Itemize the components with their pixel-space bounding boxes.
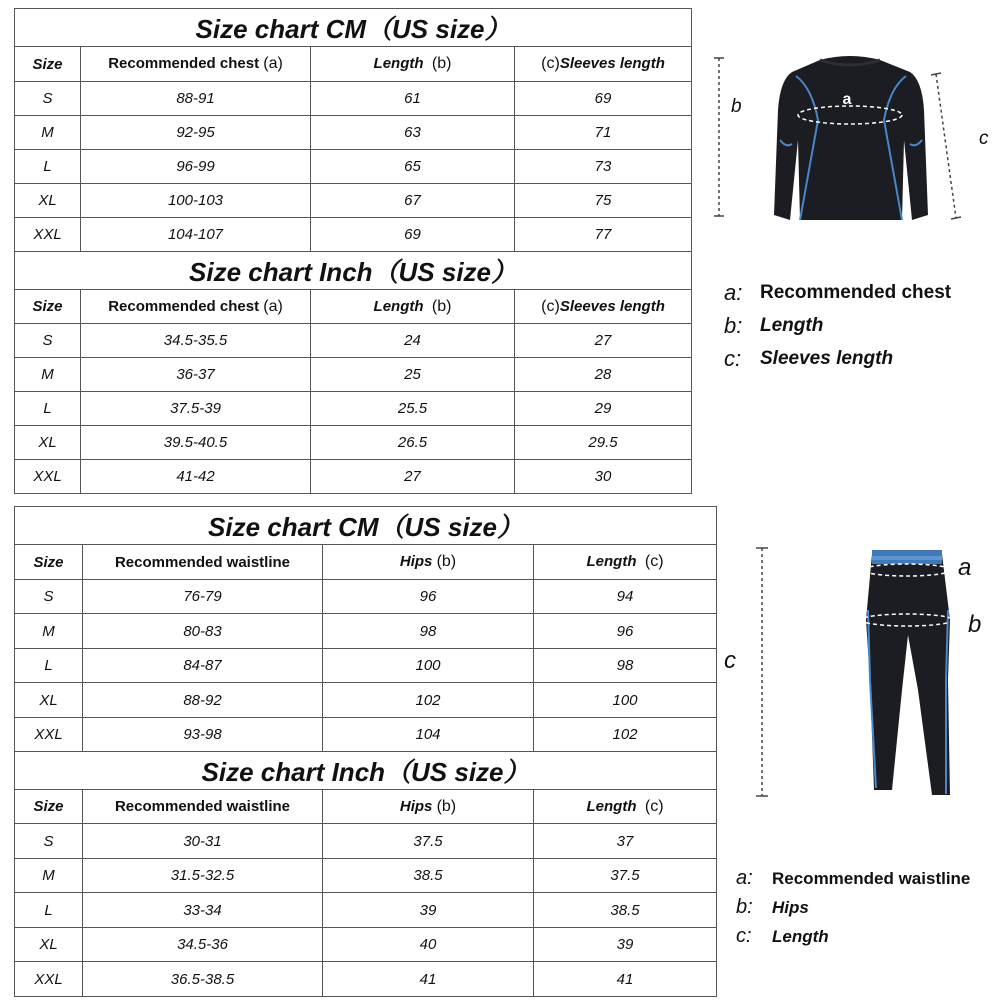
- cell-length: 61: [311, 82, 515, 116]
- cell-chest: 92-95: [81, 116, 311, 150]
- cell-sleeves: 29: [515, 392, 692, 426]
- header-sleeves: (c)Sleeves length: [515, 47, 692, 82]
- cell-chest: 104-107: [81, 218, 311, 252]
- cell-chest: 96-99: [81, 150, 311, 184]
- cell-length: 27: [311, 460, 515, 494]
- header-size: Size: [15, 545, 83, 580]
- legend-key: b:: [724, 312, 743, 338]
- legend-text: Recommended waistline: [772, 868, 971, 888]
- cell-waistline: 30-31: [83, 824, 323, 859]
- pants-label-a: a: [958, 554, 972, 581]
- header-size: Size: [15, 790, 83, 824]
- cell-size: S: [15, 580, 83, 614]
- cell-length: 38.5: [534, 893, 717, 928]
- cell-size: XL: [15, 928, 83, 962]
- table-row: [15, 962, 717, 997]
- cell-size: M: [15, 859, 83, 893]
- legend-text: Length: [760, 314, 824, 336]
- cell-chest: 37.5-39: [81, 392, 311, 426]
- table-row: [15, 184, 692, 218]
- cell-hips: 41: [323, 962, 534, 997]
- cell-hips: 98: [323, 614, 534, 649]
- cell-sleeves: 73: [515, 150, 692, 184]
- cell-waistline: 93-98: [83, 718, 323, 752]
- table-row: [15, 460, 692, 494]
- cell-length: 37.5: [534, 859, 717, 893]
- shirt-label-c: c: [979, 128, 989, 149]
- shirt-label-b: b: [731, 96, 742, 117]
- cell-waistline: 34.5-36: [83, 928, 323, 962]
- table-row: [15, 218, 692, 252]
- table-row: [15, 324, 692, 358]
- legend-text: Length: [772, 926, 829, 946]
- cell-waistline: 36.5-38.5: [83, 962, 323, 997]
- cell-length: 69: [311, 218, 515, 252]
- cell-size: XXL: [15, 718, 83, 752]
- cell-size: XL: [15, 683, 83, 718]
- cell-sleeves: 77: [515, 218, 692, 252]
- cell-size: XXL: [15, 962, 83, 997]
- cell-length: 26.5: [311, 426, 515, 460]
- cell-chest: 36-37: [81, 358, 311, 392]
- pants-illustration: [720, 540, 1000, 805]
- cell-length: 25.5: [311, 392, 515, 426]
- header-length: Length (c): [534, 790, 717, 824]
- header-hips: Hips (b): [323, 790, 534, 824]
- cell-hips: 96: [323, 580, 534, 614]
- pants-size-table: [14, 506, 717, 997]
- pants-legend: [736, 864, 970, 951]
- cell-size: M: [15, 358, 81, 392]
- cell-size: L: [15, 893, 83, 928]
- table-row: [15, 824, 717, 859]
- cell-size: L: [15, 150, 81, 184]
- cell-sleeves: 75: [515, 184, 692, 218]
- legend-text: Hips: [772, 897, 809, 917]
- cell-chest: 41-42: [81, 460, 311, 494]
- cell-sleeves: 69: [515, 82, 692, 116]
- header-length: Length (b): [311, 290, 515, 324]
- cell-sleeves: 71: [515, 116, 692, 150]
- cell-chest: 100-103: [81, 184, 311, 218]
- table-row: [15, 614, 717, 649]
- legend-item: [736, 893, 970, 922]
- cell-sleeves: 27: [515, 324, 692, 358]
- cell-size: XL: [15, 426, 81, 460]
- legend-item: [724, 342, 951, 375]
- legend-key: a:: [736, 867, 753, 889]
- cell-chest: 39.5-40.5: [81, 426, 311, 460]
- legend-key: b:: [736, 896, 753, 918]
- table-row: [15, 893, 717, 928]
- shirt-cm-title: Size chart CM（US size）: [15, 9, 692, 47]
- cell-sleeves: 30: [515, 460, 692, 494]
- header-length: Length (c): [534, 545, 717, 580]
- table-row: [15, 683, 717, 718]
- header-chest: Recommended chest (a): [81, 290, 311, 324]
- cell-waistline: 76-79: [83, 580, 323, 614]
- legend-text: Sleeves length: [760, 347, 894, 369]
- pants-label-b: b: [968, 611, 982, 638]
- shirt-legend: [724, 276, 951, 375]
- shirt-inch-title: Size chart Inch（US size）: [15, 252, 692, 290]
- cell-hips: 102: [323, 683, 534, 718]
- cell-length: 67: [311, 184, 515, 218]
- cell-sleeves: 29.5: [515, 426, 692, 460]
- cell-length: 25: [311, 358, 515, 392]
- table-row: [15, 358, 692, 392]
- shirt-size-table: [14, 8, 692, 494]
- legend-key: a:: [724, 279, 743, 305]
- cell-hips: 104: [323, 718, 534, 752]
- shirt-label-a: a: [842, 91, 852, 108]
- cell-size: S: [15, 324, 81, 358]
- table-row: [15, 426, 692, 460]
- cell-waistline: 80-83: [83, 614, 323, 649]
- header-length: Length (b): [311, 47, 515, 82]
- header-sleeves: (c)Sleeves length: [515, 290, 692, 324]
- cell-size: S: [15, 82, 81, 116]
- table-row: [15, 82, 692, 116]
- legend-key: c:: [724, 345, 742, 371]
- cell-length: 96: [534, 614, 717, 649]
- cell-length: 24: [311, 324, 515, 358]
- header-hips: Hips (b): [323, 545, 534, 580]
- cell-hips: 40: [323, 928, 534, 962]
- cell-length: 94: [534, 580, 717, 614]
- header-waistline: Recommended waistline: [83, 545, 323, 580]
- cell-length: 102: [534, 718, 717, 752]
- table-row: [15, 580, 717, 614]
- header-chest: Recommended chest (a): [81, 47, 311, 82]
- legend-text: Recommended chest: [760, 281, 952, 303]
- cell-size: M: [15, 116, 81, 150]
- cell-length: 100: [534, 683, 717, 718]
- pants-cm-title: Size chart CM（US size）: [15, 507, 717, 545]
- cell-size: XXL: [15, 218, 81, 252]
- header-size: Size: [15, 290, 81, 324]
- legend-item: [724, 276, 951, 309]
- cell-waistline: 88-92: [83, 683, 323, 718]
- cell-waistline: 33-34: [83, 893, 323, 928]
- legend-item: [736, 864, 970, 893]
- table-row: [15, 859, 717, 893]
- cell-length: 37: [534, 824, 717, 859]
- cell-length: 65: [311, 150, 515, 184]
- shirt-illustration: [700, 40, 1000, 240]
- table-row: [15, 718, 717, 752]
- pants-label-c: c: [724, 647, 736, 674]
- cell-hips: 38.5: [323, 859, 534, 893]
- cell-hips: 39: [323, 893, 534, 928]
- cell-hips: 37.5: [323, 824, 534, 859]
- cell-size: M: [15, 614, 83, 649]
- cell-chest: 88-91: [81, 82, 311, 116]
- table-row: [15, 928, 717, 962]
- legend-item: [736, 922, 970, 951]
- cell-size: S: [15, 824, 83, 859]
- cell-size: XL: [15, 184, 81, 218]
- legend-key: c:: [736, 925, 752, 947]
- cell-size: L: [15, 649, 83, 683]
- pants-inch-title: Size chart Inch（US size）: [15, 752, 717, 790]
- table-row: [15, 649, 717, 683]
- cell-chest: 34.5-35.5: [81, 324, 311, 358]
- header-waistline: Recommended waistline: [83, 790, 323, 824]
- table-row: [15, 116, 692, 150]
- cell-length: 41: [534, 962, 717, 997]
- table-row: [15, 392, 692, 426]
- cell-waistline: 84-87: [83, 649, 323, 683]
- cell-sleeves: 28: [515, 358, 692, 392]
- table-row: [15, 150, 692, 184]
- cell-length: 63: [311, 116, 515, 150]
- cell-size: XXL: [15, 460, 81, 494]
- cell-length: 98: [534, 649, 717, 683]
- cell-size: L: [15, 392, 81, 426]
- header-size: Size: [15, 47, 81, 82]
- legend-item: [724, 309, 951, 342]
- cell-waistline: 31.5-32.5: [83, 859, 323, 893]
- cell-length: 39: [534, 928, 717, 962]
- cell-hips: 100: [323, 649, 534, 683]
